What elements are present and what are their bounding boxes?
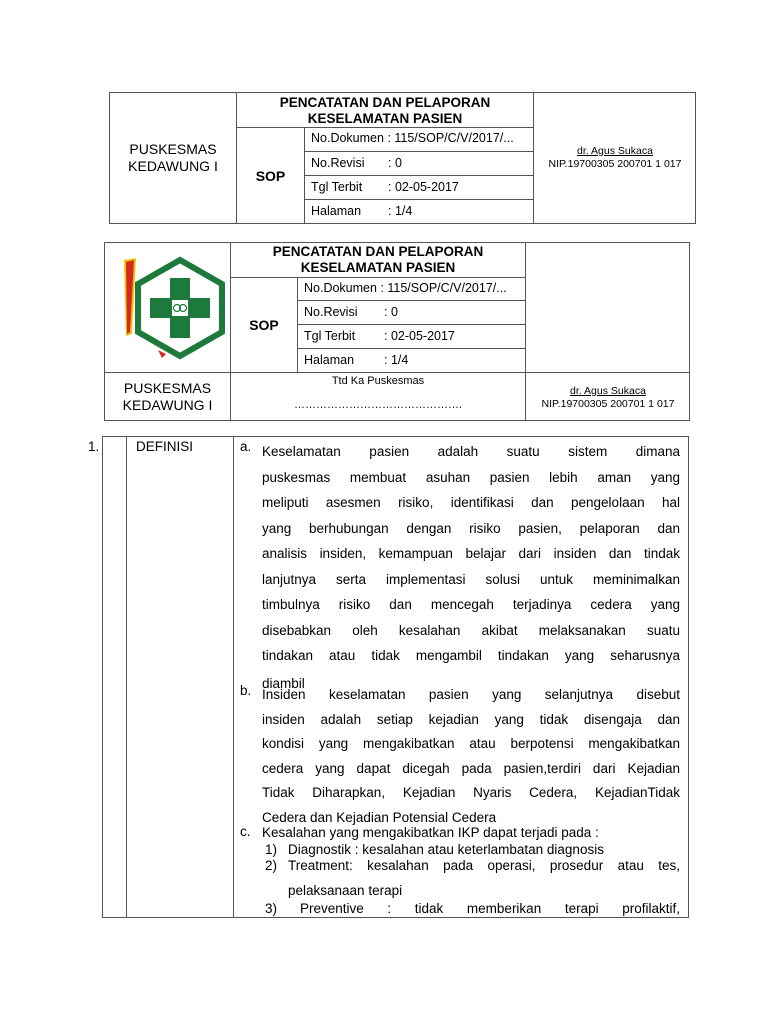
signer-block xyxy=(534,92,696,224)
meta-key: Halaman xyxy=(311,204,362,218)
document-title xyxy=(237,95,533,127)
section-label: DEFINISI xyxy=(136,439,194,454)
title-line1: PENCATATAN DAN PELAPORAN xyxy=(279,95,491,110)
item-b-line: Tidak Diharapkan, Kejadian Nyaris Cedera, KejadianTidak xyxy=(262,785,680,800)
org-name-line1: PUSKESMAS xyxy=(123,380,212,396)
item-b-marker: b. xyxy=(240,683,252,698)
signer-block xyxy=(526,373,690,421)
item-b-line: Insiden keselamatan pasien yang selanjutnya disebut xyxy=(262,687,680,702)
ttd-block xyxy=(231,374,525,420)
item-a-line: Keselamatan pasien adalah suatu sistem dimana xyxy=(262,444,680,459)
item-a-line: analisis insiden, kemampuan belajar dari insiden dan tindak xyxy=(262,546,680,561)
item-c-sub-num: 2) xyxy=(265,858,278,873)
title-line1: PENCATATAN DAN PELAPORAN xyxy=(272,244,484,259)
item-c-sub-text: Diagnostik : kesalahan atau keterlambatan diagnosis xyxy=(288,842,604,857)
item-b-line: kondisi yang mengakibatkan atau berpotensi mengakibatkan xyxy=(262,736,680,751)
item-a-line: yang berhubungan dengan risiko pasien, pelaporan dan xyxy=(262,520,680,536)
org-name-line2: KEDAWUNG I xyxy=(122,397,213,413)
meta-value: : 1/4 xyxy=(384,353,409,367)
org-name xyxy=(110,92,236,224)
item-a-line: meliputi asesmen risiko, identifikasi dan pengelolaan hal xyxy=(262,495,680,510)
item-c-sub-text: Treatment: kesalahan pada operasi, prosedur atau tes, xyxy=(288,858,680,873)
item-b-line: Cedera dan Kejadian Potensial Cedera xyxy=(262,809,497,825)
item-b-line: cedera yang dapat dicegah pada pasien,terdiri dari Kejadian xyxy=(262,760,680,776)
meta-row-halaman xyxy=(311,204,412,218)
item-a-line: puskesmas membuat asuhan pasien lebih aman yang xyxy=(262,469,680,485)
item-c-sub-text: pelaksanaan terapi xyxy=(288,883,403,898)
org-name-line2: KEDAWUNG I xyxy=(128,158,218,174)
signer-name: dr. Agus Sukaca xyxy=(577,145,653,157)
meta-key: No.Revisi xyxy=(304,305,358,319)
item-c-marker: c. xyxy=(240,824,251,839)
title-line2: KESELAMATAN PASIEN xyxy=(300,260,456,275)
item-a-line: tindakan atau tidak mengambil tindakan yang seharusnya xyxy=(262,648,680,663)
meta-row-terbit xyxy=(311,180,459,194)
item-b-line: insiden adalah setiap kejadian yang tidak disengaja dan xyxy=(262,711,680,727)
item-c-sub-num: 1) xyxy=(265,842,278,857)
item-a-line: lanjutnya serta implementasi solusi untuk meminimalkan xyxy=(262,571,680,587)
org-name xyxy=(105,373,230,421)
item-b-text xyxy=(262,683,680,830)
item-c-sub-text: Preventive : tidak memberikan terapi profilaktif, xyxy=(300,901,680,916)
meta-value: : 0 xyxy=(384,305,398,319)
signer-nip: NIP.19700305 200701 1 017 xyxy=(541,398,675,410)
item-a-line: disebabkan oleh kesalahan akibat melaksanakan suatu xyxy=(262,622,680,638)
ttd-dots: ………………………………………. xyxy=(293,399,463,411)
document-title xyxy=(231,244,525,276)
meta-row-revisi xyxy=(311,156,402,170)
item-a-text xyxy=(262,439,680,695)
ttd-label: Ttd Ka Puskesmas xyxy=(331,375,425,387)
meta-row-terbit xyxy=(304,329,455,343)
section-number: 1. xyxy=(88,439,100,454)
meta-row-dokumen xyxy=(304,281,507,295)
meta-key: Halaman xyxy=(304,353,355,367)
meta-row-revisi xyxy=(304,305,398,319)
meta-row-dokumen xyxy=(311,131,514,145)
item-c-text: Kesalahan yang mengakibatkan IKP dapat terjadi pada : xyxy=(262,825,599,840)
item-a-marker: a. xyxy=(240,439,252,454)
title-line2: KESELAMATAN PASIEN xyxy=(307,111,463,126)
sop-label: SOP xyxy=(249,317,279,333)
puskesmas-logo-icon xyxy=(122,254,230,362)
meta-value: : 02-05-2017 xyxy=(384,329,455,343)
meta-key: No.Revisi xyxy=(311,156,365,170)
item-a-line: diambil xyxy=(262,675,305,691)
meta-value: : 1/4 xyxy=(388,204,413,218)
meta-row-halaman xyxy=(304,353,408,367)
meta-key: Tgl Terbit xyxy=(304,329,356,343)
signer-name: dr. Agus Sukaca xyxy=(570,385,646,397)
item-a-line: timbulnya risiko dan mencegah terjadinya cedera yang xyxy=(262,597,680,612)
meta-value: : 115/SOP/C/V/2017/... xyxy=(387,131,514,145)
meta-value: : 02-05-2017 xyxy=(388,180,459,194)
meta-key: Tgl Terbit xyxy=(311,180,363,194)
sop-label: SOP xyxy=(255,168,286,184)
meta-key: No.Dokumen xyxy=(311,131,384,145)
meta-value: : 115/SOP/C/V/2017/... xyxy=(380,281,507,295)
meta-value: : 0 xyxy=(388,156,402,170)
signer-nip: NIP.19700305 200701 1 017 xyxy=(548,158,682,170)
org-name-line1: PUSKESMAS xyxy=(129,141,217,157)
meta-key: No.Dokumen xyxy=(304,281,377,295)
item-c-sub-num: 3) xyxy=(265,901,278,916)
